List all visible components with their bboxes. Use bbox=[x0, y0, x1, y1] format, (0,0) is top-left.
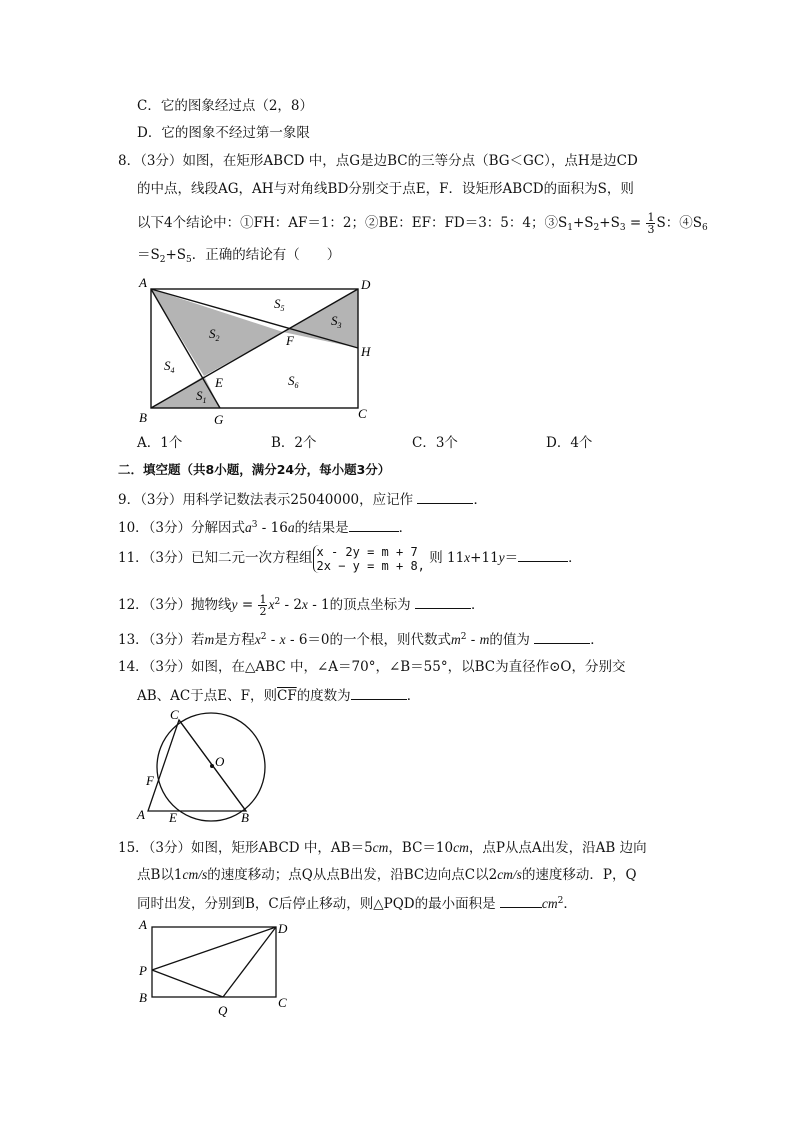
label-a: A bbox=[137, 807, 145, 822]
q8-option-c: C．3个 bbox=[412, 435, 458, 451]
label-o: O bbox=[215, 754, 225, 769]
label-d: D bbox=[278, 921, 288, 936]
q11: 11．（3分）已知二元一次方程组 x - 2y = m + 7 2x − y = m + 8, 则 11x+11y＝ ． bbox=[118, 544, 582, 573]
label-a: A bbox=[139, 917, 147, 932]
q7-option-d: D．它的图象不经过第一象限 bbox=[137, 125, 310, 141]
q10: 10．（3分）分解因式$a^3 - 16a$的结果是 ． bbox=[118, 517, 412, 537]
label-a: A bbox=[139, 275, 147, 290]
q11-equation-system: x - 2y = m + 7 2x − y = m + 8, bbox=[313, 545, 425, 573]
q15-answer-blank[interactable] bbox=[500, 893, 542, 908]
label-h: H bbox=[361, 344, 371, 359]
q12: 12．（3分）抛物线y = $\frac{1}{2}$ $x^2 - 2x - 1$的顶点坐标为 ． bbox=[118, 593, 485, 618]
label-c: C bbox=[358, 406, 367, 421]
label-s1: $S_1$ bbox=[196, 388, 207, 405]
label-p: P bbox=[139, 963, 147, 978]
q8-text-line1: 如图，在矩形ABCD 中，点G是边BC的三等分点（BG＜GC），点H是边CD bbox=[182, 153, 638, 169]
q8-line3-text: 以下4个结论中：①FH：AF＝1：2；②BE：EF：FD＝3：5：4；③S bbox=[137, 215, 568, 231]
label-b: B bbox=[241, 810, 249, 825]
q14-circle-figure bbox=[134, 706, 294, 826]
label-f: F bbox=[146, 773, 154, 788]
q8-fraction: $\frac{1}{3}$ bbox=[647, 211, 655, 236]
q8-line4: $=S_2+S_5$．正确的结论有（ ） bbox=[137, 247, 341, 265]
q9: 9．（3分）用科学记数法表示25040000，应记作 ． bbox=[118, 489, 487, 509]
q15-rectangle-figure bbox=[134, 915, 294, 1025]
q11-answer-blank[interactable] bbox=[518, 547, 568, 562]
label-s6: $S_6$ bbox=[288, 373, 299, 390]
label-g: G bbox=[214, 412, 224, 427]
rectangle-abcd bbox=[152, 927, 276, 997]
q14-answer-blank[interactable] bbox=[351, 685, 407, 700]
triangle-abc bbox=[148, 720, 246, 811]
q15-line1: 15．（3分）如图，矩形ABCD 中，AB＝5cm，BC＝10cm，点P从点A出发，沿AB 边向 bbox=[118, 840, 647, 856]
region-s1-shade bbox=[151, 376, 220, 408]
q14-arc-cf: $\overline{CF}$ bbox=[276, 688, 297, 704]
center-dot bbox=[210, 764, 214, 768]
label-b: B bbox=[139, 410, 147, 425]
q12-answer-blank[interactable] bbox=[415, 594, 471, 609]
q13-answer-blank[interactable] bbox=[534, 629, 590, 644]
q15-line2: 点B以1cm/s的速度移动；点Q从点B出发，沿BC边向点C以2cm/s的速度移动．P，Q bbox=[137, 867, 637, 883]
region-s2-shade bbox=[151, 289, 283, 376]
label-e: E bbox=[215, 375, 223, 390]
q8-option-b: B．2个 bbox=[271, 435, 317, 451]
q9-answer-blank[interactable] bbox=[417, 489, 473, 504]
label-d: D bbox=[361, 277, 371, 292]
label-s3: $S_3$ bbox=[331, 313, 342, 330]
q12-fraction: $\frac{1}{2}$ bbox=[259, 593, 267, 618]
label-s5: $S_5$ bbox=[274, 296, 285, 313]
label-s2: $S_2$ bbox=[209, 326, 220, 343]
q8-option-d: D．4个 bbox=[546, 435, 593, 451]
q8-line2: 的中点，线段AG，AH与对角线BD分别交于点E，F．设矩形ABCD的面积为S，则 bbox=[137, 181, 634, 197]
region-s3-shade bbox=[283, 289, 358, 348]
q14-line2: AB、AC于点E、F，则$\overline{CF}$的度数为 ． bbox=[137, 685, 420, 705]
label-s4: $S_4$ bbox=[164, 358, 175, 375]
section-heading-fill-in: 二．填空题（共8小题，满分24分，每小题3分） bbox=[118, 462, 391, 477]
q10-answer-blank[interactable] bbox=[349, 517, 399, 532]
segment-pq bbox=[152, 970, 223, 997]
label-c: C bbox=[278, 995, 287, 1010]
label-q: Q bbox=[218, 1003, 228, 1018]
q15-line3: 同时出发，分别到B，C后停止移动，则△PQD的最小面积是 $cm^2$． bbox=[137, 893, 577, 913]
q8-line3: 以下4个结论中：①FH：AF＝1：2；②BE：EF：FD＝3：5：4；$③S_1+S_2+S_3$ = $\frac{1}{3}$ S：$④S_6$ bbox=[137, 211, 708, 236]
segment-pd bbox=[152, 927, 276, 970]
label-f: F bbox=[286, 333, 294, 348]
label-b: B bbox=[139, 990, 147, 1005]
label-c: C bbox=[170, 707, 179, 722]
q8-line3-text-b: S：④S bbox=[656, 215, 702, 231]
label-e: E bbox=[169, 810, 177, 825]
q14-line1: 14．（3分）如图，在△ABC 中，∠A＝70°，∠B＝55°，以BC为直径作⊙O，分别交 bbox=[118, 659, 626, 675]
q8-option-a: A．1个 bbox=[137, 435, 183, 451]
segment-qd bbox=[223, 927, 276, 997]
q8-rectangle-figure bbox=[136, 272, 386, 427]
q13: 13．（3分）若m是方程$x^2 - x - 6=0$的一个根，则代数式$m^2$ - m的值为 ． bbox=[118, 629, 604, 649]
q8-line1 bbox=[118, 152, 638, 170]
q8-number: 8．（3分） bbox=[118, 153, 183, 169]
q7-option-c: C．它的图象经过点（2，8） bbox=[137, 98, 314, 114]
